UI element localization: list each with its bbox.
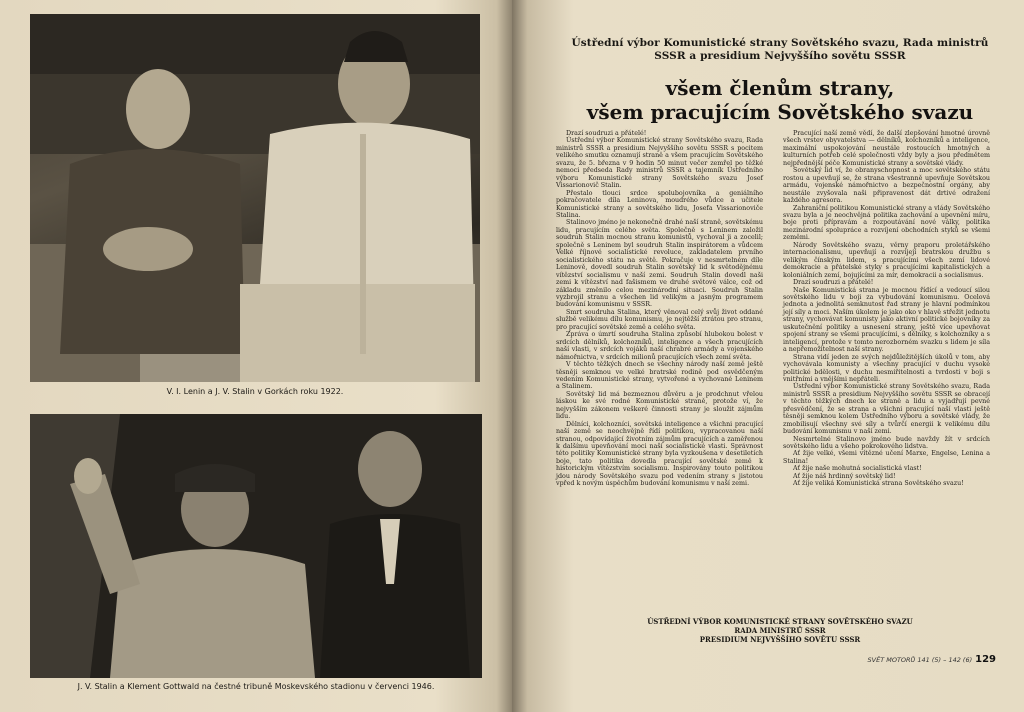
paragraph: Ať žije velké, všemi vítězné učení Marxe, Engelse, Lenina a Stalina!: [783, 450, 990, 465]
paragraph: Národy Sovětského svazu, věrny praporu proletářského internacionalismu, upevňují a rozvíjejí bratrskou družbu s velikým čínským lidem, s pracujícími všech zemí lidové demokracie a přátelské styky s pracujícími kapitalistických a koloniálních zemí, bojujícími za mír, demokracii a socialismus.: [783, 241, 990, 279]
paragraph: Sovětský lid má bezmeznou důvěru a je prodchnut vřelou láskou ke své rodné Komunistické straně, protože ví, že nejvyšším zákonem veškeré činnosti strany je sloužit zájmům lidu.: [556, 390, 763, 421]
photo-2-caption: J. V. Stalin a Klement Gottwald na čestné tribuně Moskevského stadionu v červenci 1946.: [77, 682, 435, 691]
paragraph: Drazí soudruzi a přátelé!: [566, 130, 647, 137]
photo-1-illustration: [30, 14, 480, 382]
signature-block: [560, 617, 1000, 644]
paragraph: Ústřední výbor Komunistické strany Sovětského svazu, Rada ministrů SSSR a presidium Nejvyššího sovětu SSSR s pocitem velikého smutku oznamují straně a všem pracujícím Sovětského svazu, že 5. března v 9 hodin 50 minut večer zemřel po těžké nemoci předseda Rady ministrů SSSR a tajemník Ústředního výboru Komunistické strany Sovětského svazu Josef Vissarionovič Stalin.: [556, 137, 763, 190]
paragraph: Ať žije naše mohutná socialistická vlast!: [793, 465, 922, 473]
title-line-1: všem členům strany,: [665, 76, 895, 100]
photo-lenin-stalin-1922: [30, 14, 480, 382]
text-column-1: [556, 130, 763, 488]
paragraph: V těchto těžkých dnech se všechny národy naší země ještě těsněji semknou ve velké bratrské rodině pod osvědčeným vedením Komunistické strany, vytvořené a vychované Leninem a Stalinem.: [556, 361, 763, 391]
signature-line-3: PRESIDIUM NEJVYŠŠÍHO SOVĚTU SSSR: [699, 635, 861, 644]
photo-2-illustration: [30, 414, 482, 678]
page-folio: [868, 654, 996, 665]
paragraph: Přestalo tlouci srdce spolubojovníka a geniálního pokračovatele díla Leninova, moudrého vůdce a učitele Komunistické strany a sovětského lidu, Josefa Vissarionoviče Stalina.: [556, 189, 763, 219]
paragraph: Dělníci, kolchozníci, sovětská inteligence a všichni pracující naší země se neochvějně řídí politikou, vypracovanou naší stranou, odpovídající životním zájmům pracujících a zaměřenou k dalšímu upevňování moci naší socialistické vlasti. Správnost této politiky Komunistické strany byla vyzkoušena v desetiletích boje, tato politika dovedla pracující sovětské země k historickým vítězstvím socialismu. Inspirovány touto politikou jdou národy Sovětského svazu pod vedením strany s jistotou vpřed k novým úspěchům budování komunismu v naší zemi.: [556, 420, 763, 488]
paragraph: Stalinovo jméno je nekonečně drahé naší straně, sovětskému lidu, pracujícím celého světa. Společně s Leninem založil soudruh Stalin mocnou stranu komunistů, vychoval ji a zocelil; společně s Leninem byl soudruh Stalin inspirátorem a vůdcem Velké říjnové socialistické revoluce, zakladatelem prvního socialistického státu na světě. Pokračuje v nesmrtelném díle Leninově, dovedl soudruh Stalin sovětský lid k světodějnému vítězství socialismu v naší zemi. Soudruh Stalin dovedl naši zemi k vítězství nad fašismem ve druhé světové válce, což od základu změnilo celou mezinárodní situaci. Soudruh Stalin vyzbrojil stranu a všechen lid velikým a jasným programem budování komunismu v SSSR.: [556, 219, 763, 309]
paragraph: Smrt soudruha Stalina, který věnoval celý svůj život oddané službě velikému dílu komunismu, je nejtěžší ztrátou pro stranu, pro pracující sovětské země a celého světa.: [556, 308, 763, 331]
title-line-2: všem pracujícím Sovětského svazu: [586, 100, 974, 124]
paragraph: Strana vidí jeden ze svých nejdůležitějších úkolů v tom, aby vychovávala komunisty a všechny pracující v duchu vysoké politické bdělosti, v duchu nesmiřitelnosti a tvrdosti v boji s vnitřními a vnějšími nepřáteli.: [783, 353, 990, 383]
signature-line-1: ÚSTŘEDNÍ VÝBOR KOMUNISTICKÉ STRANY SOVĚTSKÉHO SVAZU: [647, 617, 913, 626]
paragraph: Zahraniční politikou Komunistické strany a vlády Sovětského svazu byla a je neochvějná politika zachování a upevnění míru, boje proti přípravám a rozpoutávání nové války, politika mezinárodní spolupráce a rozvíjení obchodních styků se všemi zeměmi.: [783, 204, 990, 242]
paragraph: Ať žije náš hrdinný sovětský lid!: [793, 472, 896, 480]
signature-line-2: RADA MINISTRŮ SSSR: [734, 626, 826, 635]
paragraph: Ústřední výbor Komunistické strany Sovětského svazu, Rada ministrů SSSR a presidium Nejvyššího sovětu SSSR se obracejí v těchto těžkých dnech ke straně a lidu a vyjadřují pevné přesvědčení, že se strana a všichni pracující naší vlasti ještě těsněji semknou kolem Ústředního výboru a sovětské vlády, že zmobilisují všechny své síly a tvůrčí energii k velikému dílu budování komunismu v naší zemi.: [783, 383, 990, 436]
photo-stalin-gottwald-1946: [30, 414, 482, 678]
paragraph: Pracující naší země vědí, že další zlepšování hmotné úrovně všech vrstev obyvatelstva — dělníků, kolchozníků a inteligence, maximální uspokojování neustále rostoucích hmotných a kulturních potřeb celé společnosti vždy byly a jsou předmětem nejpřednější péče Komunistické strany a sovětské vlády.: [783, 130, 990, 167]
text-column-2: [783, 130, 990, 488]
paragraph: Sovětský lid ví, že obranyschopnost a moc sovětského státu rostou a upevňují se, že strana všestranně upevňuje Sovětskou armádu, vojenské námořnictvo a bezpečnostní orgány, aby neustále zvyšovala naši připravenost dát drtivé odražení každého agresora.: [783, 167, 990, 205]
paragraph: Nesmrtelné Stalinovo jméno bude navždy žít v srdcích sovětského lidu a všeho pokrokového lidstva.: [783, 435, 990, 451]
folio-text: SVĚT MOTORŮ 141 (5) – 142 (6): [867, 656, 973, 664]
page-number: 129: [975, 654, 996, 665]
photo-1-caption: V. I. Lenin a J. V. Stalin v Gorkách roku 1922.: [166, 387, 344, 396]
article-title: [560, 76, 1000, 124]
paragraph: Zpráva o úmrtí soudruha Stalina způsobí hlubokou bolest v srdcích dělníků, kolchozníků, inteligence a všech pracujících naší vlasti, v srdcích vojáků naší chrabré armády a vojenského námořnictva, v srdcích milionů pracujících všech zemí světa.: [556, 331, 763, 361]
paragraph: Naše Komunistická strana je mocnou řídící a vedoucí silou sovětského lidu v boji za vybudování komunismu. Ocelová jednota a jednolitá semknutost řad strany je hlavní podmínkou její síly a moci. Naším úkolem je jako oko v hlavě střežit jednotu strany, vychovávat komunisty jako aktivní politické bojovníky za uskutečnění politiky a usnesení strany, ještě více upevňovat spojení strany se všemi pracujícími, s dělníky, s kolchozníky a s inteligencí, protože v tomto nerozborném svazku s lidem je síla a nepřemožitelnost naší strany.: [783, 286, 990, 354]
paragraph: Drazí soudruzi a přátelé!: [793, 279, 874, 287]
header-organizations: Ústřední výbor Komunistické strany Sovětského svazu, Rada ministrů SSSR a presidium Nejvyššího sovětu SSSR: [571, 37, 989, 62]
paragraph: Ať žije veliká Komunistická strana Sovětského svazu!: [793, 480, 964, 488]
